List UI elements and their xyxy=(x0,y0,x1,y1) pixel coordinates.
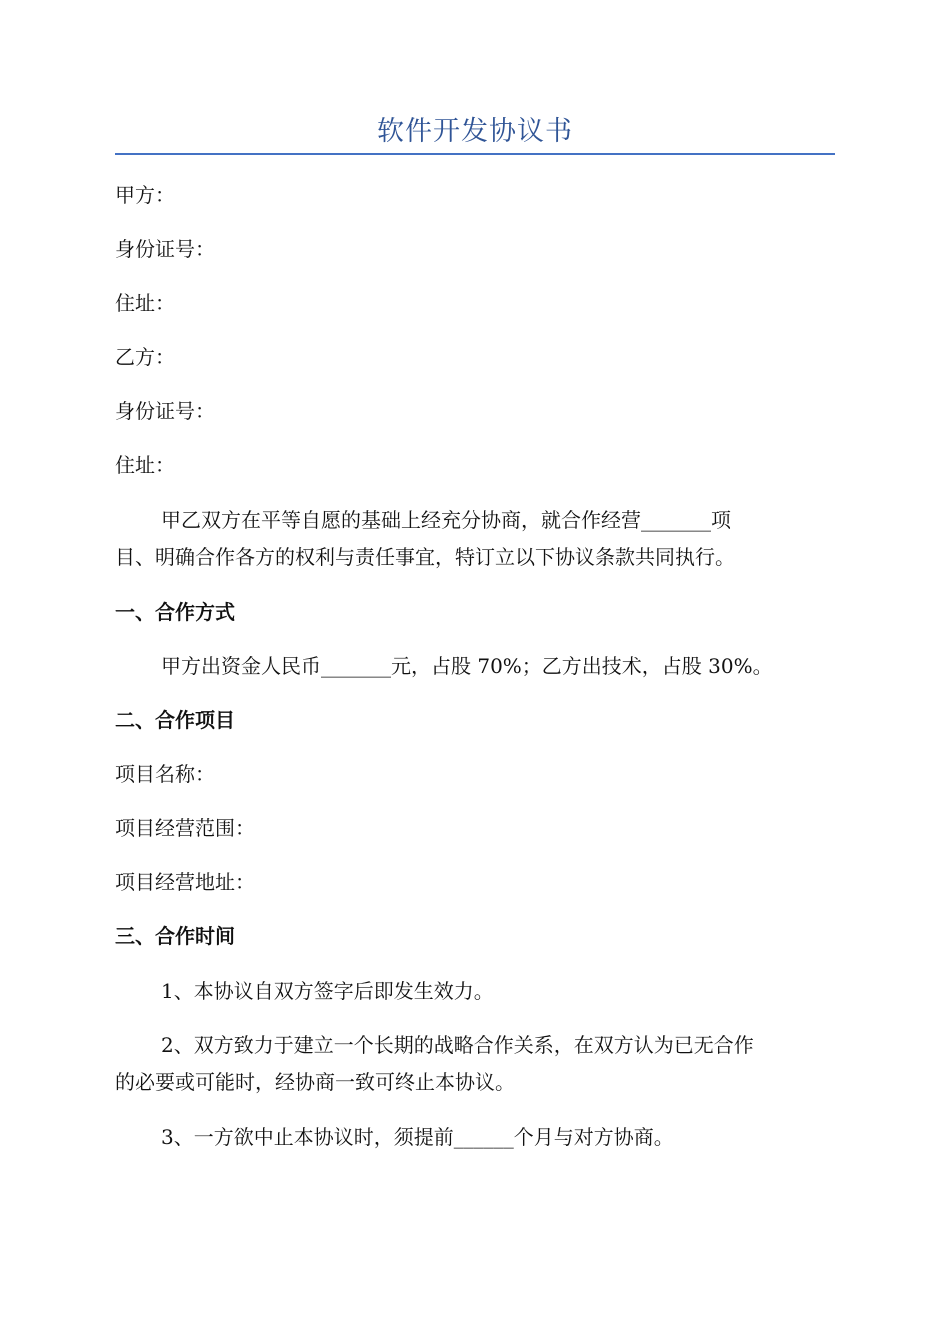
party-a-label: 甲方： xyxy=(115,183,175,207)
section1-text: 甲方出资金人民币_______元，占股 70%；乙方出技术，占股 30%。 xyxy=(161,654,773,678)
section2-heading: 二、合作项目 xyxy=(115,708,235,732)
clause-2-line2: 的必要或可能时，经协商一致可终止本协议。 xyxy=(115,1070,515,1094)
clause-1: 1、本协议自双方签字后即发生效力。 xyxy=(161,979,494,1003)
project-name-label: 项目名称： xyxy=(115,762,215,786)
clause-2-line1: 2、双方致力于建立一个长期的战略合作关系，在双方认为已无合作 xyxy=(161,1033,754,1057)
section1-heading: 一、合作方式 xyxy=(115,600,235,624)
intro-paragraph-line2: 目、明确合作各方的权利与责任事宜，特订立以下协议条款共同执行。 xyxy=(115,545,735,569)
clause-3: 3、一方欲中止本协议时，须提前______个月与对方协商。 xyxy=(161,1125,674,1149)
project-scope-label: 项目经营范围： xyxy=(115,816,255,840)
party-b-id-label: 身份证号： xyxy=(115,399,215,423)
party-a-address-label: 住址： xyxy=(115,291,175,315)
title-underline xyxy=(115,153,835,155)
document-title: 软件开发协议书 xyxy=(377,116,573,147)
party-a-id-label: 身份证号： xyxy=(115,237,215,261)
project-address-label: 项目经营地址： xyxy=(115,870,255,894)
section3-heading: 三、合作时间 xyxy=(115,924,235,948)
party-b-label: 乙方： xyxy=(115,345,175,369)
party-b-address-label: 住址： xyxy=(115,453,175,477)
intro-paragraph-line1: 甲乙双方在平等自愿的基础上经充分协商，就合作经营_______项 xyxy=(161,508,731,532)
